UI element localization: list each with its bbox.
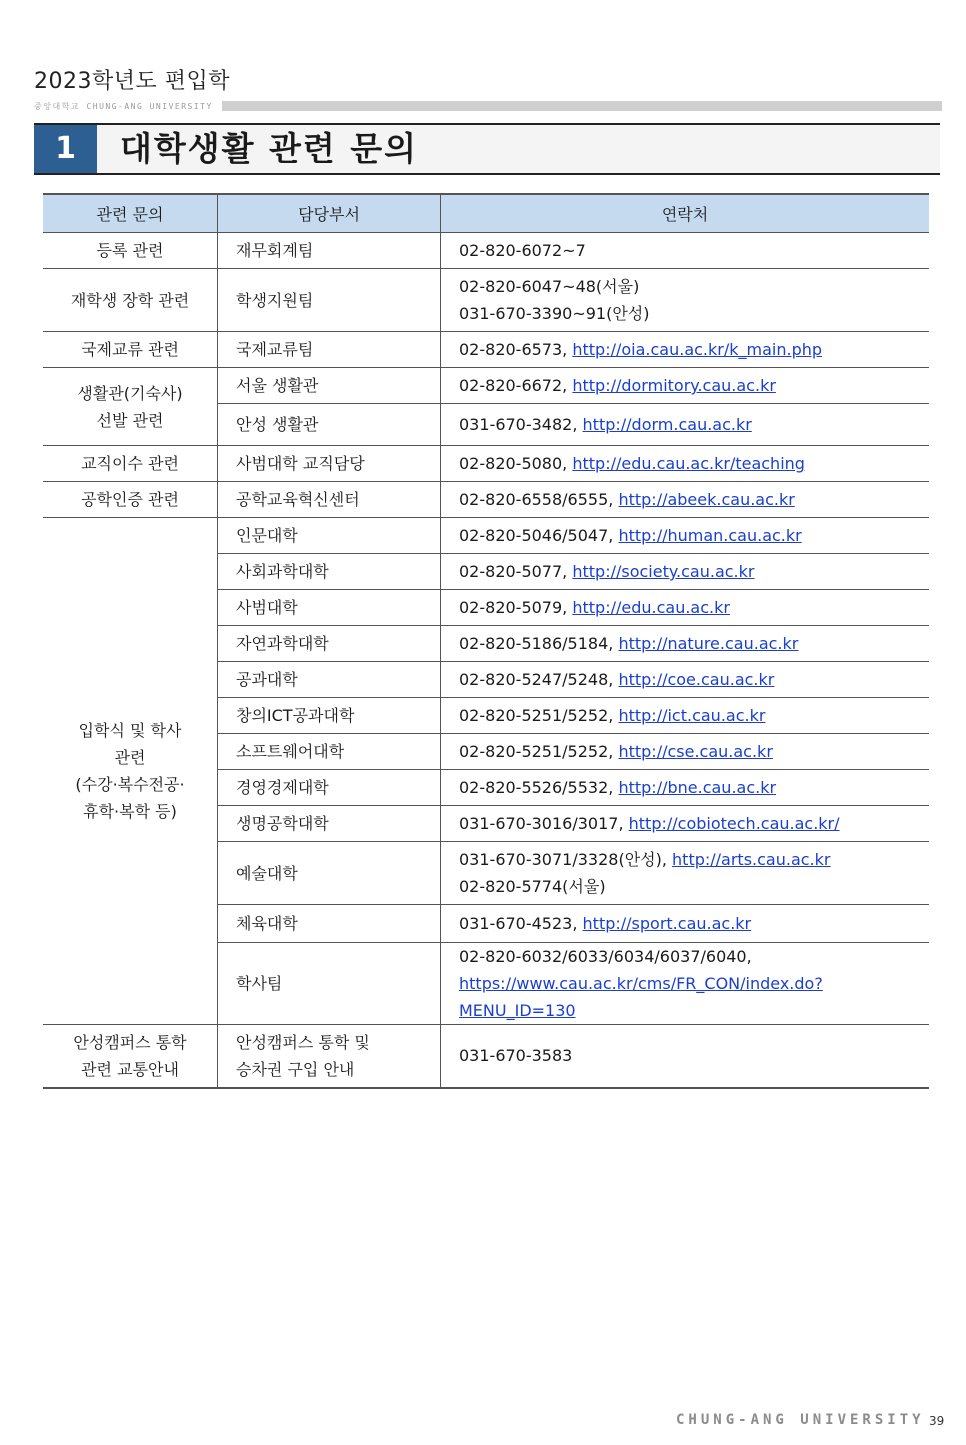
table-row — [43, 1025, 929, 1088]
contact-cell — [441, 626, 930, 662]
contact-cell — [441, 806, 930, 842]
website-link[interactable]: http://human.cau.ac.kr — [618, 526, 802, 545]
website-link[interactable]: http://coe.cau.ac.kr — [618, 670, 775, 689]
phone-text: 02-820-5046/5047, — [459, 526, 614, 545]
contact-cell — [441, 332, 930, 368]
section-header — [34, 123, 940, 175]
department-cell: 생명공학대학 — [218, 806, 441, 842]
website-link[interactable]: http://nature.cau.ac.kr — [618, 634, 799, 653]
phone-text: 031-670-3016/3017, — [459, 814, 624, 833]
section-number: 1 — [34, 125, 97, 173]
contact-cell — [441, 698, 930, 734]
website-link[interactable]: http://arts.cau.ac.kr — [672, 850, 831, 869]
category-text: 관련 교통안내 — [81, 1059, 179, 1079]
category-text: (수강·복수전공· — [75, 775, 185, 794]
website-link[interactable]: http://cse.cau.ac.kr — [618, 742, 773, 761]
department-text: 승차권 구입 안내 — [236, 1059, 355, 1079]
category-text: 입학식 및 학사 — [78, 721, 182, 740]
department-cell: 경영경제대학 — [218, 770, 441, 806]
contact-cell — [441, 368, 930, 404]
website-link[interactable]: http://edu.cau.ac.kr — [572, 598, 730, 617]
department-cell: 학사팀 — [218, 943, 441, 1025]
phone-text: 02-820-6032/6033/6034/6037/6040, — [459, 947, 752, 966]
department-cell: 서울 생활관 — [218, 368, 441, 404]
footer-university-brand: CHUNG-ANG UNIVERSITY — [676, 1412, 925, 1428]
phone-text: 02-820-5079, — [459, 598, 568, 617]
contact-cell: 02-820-6072~7 — [441, 233, 930, 269]
phone-text: 02-820-5251/5252, — [459, 706, 614, 725]
contact-cell — [441, 662, 930, 698]
contact-cell — [441, 269, 930, 332]
website-link[interactable]: http://dormitory.cau.ac.kr — [572, 376, 776, 395]
phone-text: 02-820-6047~48(서울) — [459, 277, 640, 296]
header-contact: 연락처 — [441, 194, 930, 233]
category-cell: 국제교류 관련 — [43, 332, 218, 368]
department-cell: 국제교류팀 — [218, 332, 441, 368]
table-row — [43, 446, 929, 482]
category-cell: 등록 관련 — [43, 233, 218, 269]
page-number: 39 — [929, 1414, 945, 1428]
department-cell: 체육대학 — [218, 905, 441, 943]
department-cell: 공학교육혁신센터 — [218, 482, 441, 518]
department-cell: 사범대학 교직담당 — [218, 446, 441, 482]
phone-text: 02-820-6558/6555, — [459, 490, 614, 509]
contact-cell — [441, 482, 930, 518]
contact-cell — [441, 734, 930, 770]
contact-cell — [441, 518, 930, 554]
table-row — [43, 332, 929, 368]
contact-cell — [441, 404, 930, 446]
website-link[interactable]: http://ict.cau.ac.kr — [618, 706, 766, 725]
category-cell — [43, 518, 218, 1025]
department-cell: 사회과학대학 — [218, 554, 441, 590]
phone-text: 031-670-3390~91(안성) — [459, 304, 650, 323]
website-link[interactable]: http://edu.cau.ac.kr/teaching — [572, 454, 805, 473]
website-link[interactable]: http://abeek.cau.ac.kr — [618, 490, 795, 509]
table-header-row — [43, 194, 929, 233]
department-cell: 자연과학대학 — [218, 626, 441, 662]
phone-text: 031-670-4523, — [459, 914, 578, 933]
section-title: 대학생활 관련 문의 — [120, 129, 419, 168]
contact-cell — [441, 590, 930, 626]
department-cell: 인문대학 — [218, 518, 441, 554]
table-row — [43, 518, 929, 554]
contact-cell — [441, 554, 930, 590]
department-cell: 창의ICT공과대학 — [218, 698, 441, 734]
department-text: 안성캠퍼스 통학 및 — [236, 1032, 370, 1052]
department-cell: 공과대학 — [218, 662, 441, 698]
department-cell: 소프트웨어대학 — [218, 734, 441, 770]
category-cell: 공학인증 관련 — [43, 482, 218, 518]
website-link[interactable]: http://dorm.cau.ac.kr — [582, 415, 752, 434]
table-row — [43, 269, 929, 332]
document-year-title: 2023학년도 편입학 — [34, 69, 230, 94]
phone-text: 02-820-5247/5248, — [459, 670, 614, 689]
university-brand-small: 중앙대학교 CHUNG-ANG UNIVERSITY — [34, 102, 213, 111]
contact-cell — [441, 770, 930, 806]
website-link[interactable]: http://bne.cau.ac.kr — [618, 778, 777, 797]
category-text: 선발 관련 — [96, 410, 164, 430]
phone-text: 031-670-3482, — [459, 415, 578, 434]
website-link[interactable]: http://cobiotech.cau.ac.kr/ — [628, 814, 840, 833]
phone-text: 02-820-5186/5184, — [459, 634, 614, 653]
phone-text: 02-820-6672, — [459, 376, 568, 395]
table-row — [43, 368, 929, 404]
category-text: 생활관(기숙사) — [77, 383, 183, 403]
contact-cell — [441, 943, 930, 1025]
category-cell — [43, 1025, 218, 1088]
phone-text: 02-820-5251/5252, — [459, 742, 614, 761]
phone-text: 02-820-5077, — [459, 562, 568, 581]
department-cell: 사범대학 — [218, 590, 441, 626]
contact-table — [43, 193, 929, 1089]
department-cell: 재무회계팀 — [218, 233, 441, 269]
contact-cell — [441, 905, 930, 943]
table-row — [43, 482, 929, 518]
header-department: 담당부서 — [218, 194, 441, 233]
category-text: 휴학·복학 등) — [83, 802, 177, 821]
phone-text: 02-820-5080, — [459, 454, 568, 473]
phone-text: 02-820-5774(서울) — [459, 877, 606, 896]
website-link[interactable]: http://oia.cau.ac.kr/k_main.php — [572, 340, 823, 359]
phone-text: 02-820-6573, — [459, 340, 568, 359]
website-link[interactable]: https://www.cau.ac.kr/cms/FR_CON/index.do?MENU_ID=130 — [459, 974, 823, 1020]
category-text: 관련 — [114, 748, 146, 767]
department-cell: 안성 생활관 — [218, 404, 441, 446]
category-text: 안성캠퍼스 통학 — [73, 1032, 187, 1052]
website-link[interactable]: http://sport.cau.ac.kr — [582, 914, 752, 933]
contact-cell — [441, 842, 930, 905]
header-category: 관련 문의 — [43, 194, 218, 233]
header-divider-bar — [222, 101, 942, 111]
department-cell: 예술대학 — [218, 842, 441, 905]
category-cell — [43, 368, 218, 446]
department-cell: 학생지원팀 — [218, 269, 441, 332]
phone-text: 031-670-3071/3328(안성), — [459, 850, 667, 869]
website-link[interactable]: http://society.cau.ac.kr — [572, 562, 755, 581]
category-cell: 재학생 장학 관련 — [43, 269, 218, 332]
contact-cell: 031-670-3583 — [441, 1025, 930, 1088]
phone-text: 02-820-5526/5532, — [459, 778, 614, 797]
contact-cell — [441, 446, 930, 482]
table-row — [43, 233, 929, 269]
department-cell — [218, 1025, 441, 1088]
category-cell: 교직이수 관련 — [43, 446, 218, 482]
